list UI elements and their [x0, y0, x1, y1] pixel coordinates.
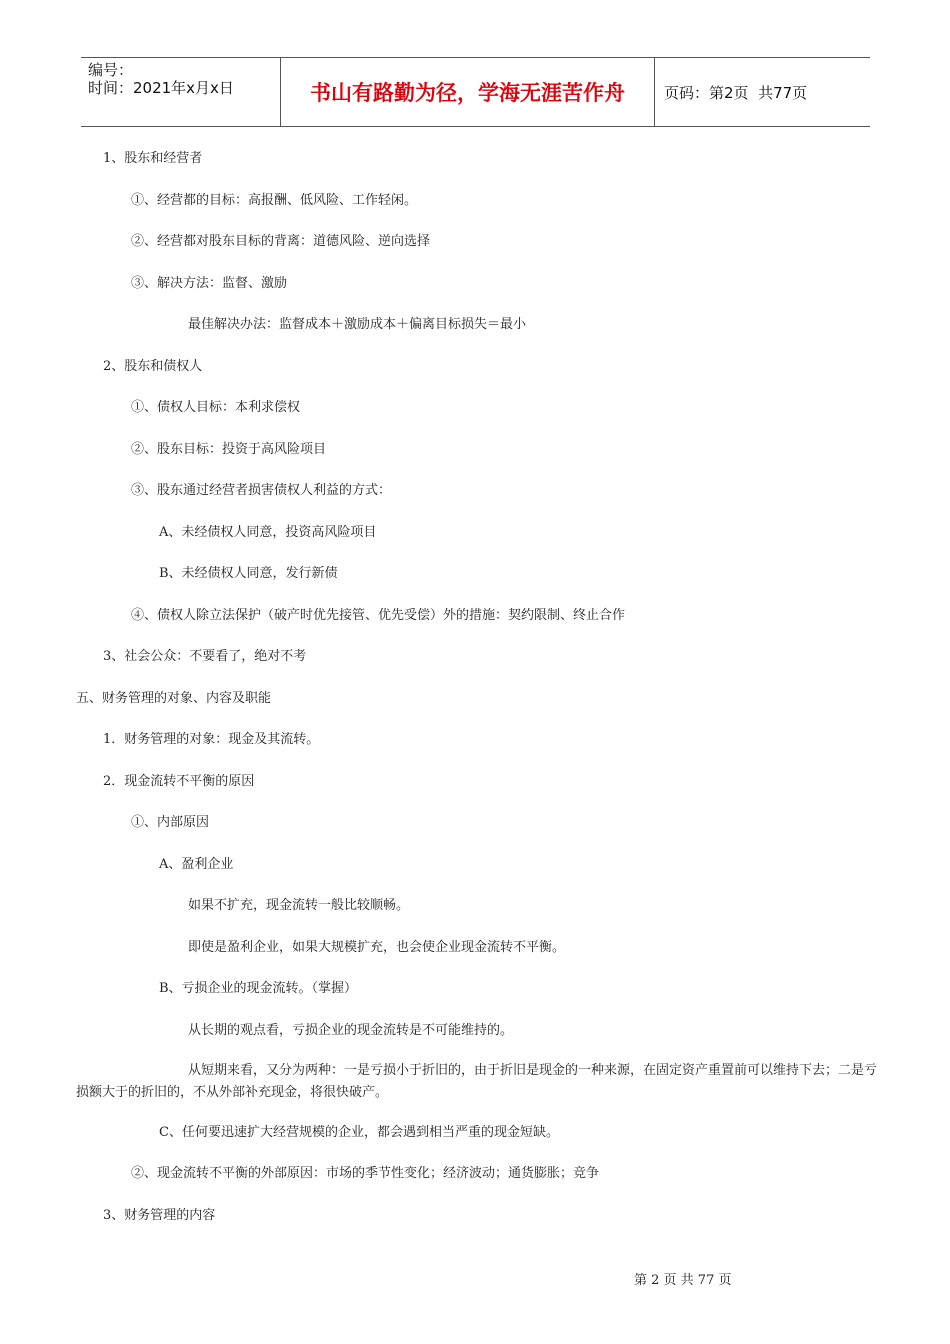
text-line: C、任何要迅速扩大经营规模的企业，都会遇到相当严重的现金短缺。 — [159, 1125, 559, 1140]
text-line: ②、股东目标：投资于高风险项目 — [131, 442, 327, 457]
text-line: ①、经营都的目标：高报酬、低风险、工作轻闲。 — [131, 193, 418, 208]
text-line: 3、社会公众：不要看了，绝对不考 — [103, 649, 307, 664]
text-line: ④、债权人除立法保护（破产时优先接管、优先受偿）外的措施：契约限制、终止合作 — [131, 608, 626, 623]
text-line: B、亏损企业的现金流转。（掌握） — [159, 981, 358, 996]
text-line: 1、股东和经营者 — [103, 151, 203, 166]
text-line: A、盈利企业 — [159, 857, 234, 872]
text-line: 3、财务管理的内容 — [103, 1208, 216, 1223]
text-line: 最佳解决办法：监督成本＋激励成本＋偏离目标损失＝最小 — [188, 317, 527, 332]
text-line: ③、解决方法：监督、激励 — [131, 276, 288, 291]
header-motto: 书山有路勤为径，学海无涯苦作舟 — [280, 58, 655, 126]
page-footer: 第 2 页 共 77 页 — [634, 1273, 732, 1288]
text-line: ①、债权人目标：本利求偿权 — [131, 400, 301, 415]
date-label: 时间：2021年x月x日 — [88, 79, 234, 97]
text-line: 1．财务管理的对象：现金及其流转。 — [103, 732, 320, 747]
text-line: 即使是盈利企业，如果大规模扩充，也会使企业现金流转不平衡。 — [188, 940, 566, 955]
header-meta — [88, 61, 278, 97]
text-line: ③、股东通过经营者损害债权人利益的方式： — [131, 483, 392, 498]
text-line: ①、内部原因 — [131, 815, 210, 830]
text-line: 2、股东和债权人 — [103, 359, 203, 374]
text-paragraph: 从短期来看，又分为两种：一是亏损小于折旧的，由于折旧是现金的一种来源，在固定资产重置前可以维持下去；二是亏损额大于的折旧的，不从外部补充现金，将很快破产。 — [76, 1063, 878, 1100]
text-line: 从长期的观点看，亏损企业的现金流转是不可能维持的。 — [188, 1023, 514, 1038]
text-line: 2．现金流转不平衡的原因 — [103, 774, 255, 789]
section-heading: 五、财务管理的对象、内容及职能 — [76, 691, 272, 706]
number-label: 编号： — [88, 61, 134, 79]
text-line: ②、现金流转不平衡的外部原因：市场的季节性变化；经济波动；通货膨胀；竞争 — [131, 1166, 600, 1181]
text-line: B、未经债权人同意，发行新债 — [159, 566, 338, 581]
text-line: 如果不扩充，现金流转一般比较顺畅。 — [188, 898, 410, 913]
header-page-info: 页码：第2页 共77页 — [664, 83, 808, 102]
text-line: A、未经债权人同意，投资高风险项目 — [159, 525, 377, 540]
page-header — [81, 57, 870, 127]
text-line: ②、经营都对股东目标的背离：道德风险、逆向选择 — [131, 234, 431, 249]
